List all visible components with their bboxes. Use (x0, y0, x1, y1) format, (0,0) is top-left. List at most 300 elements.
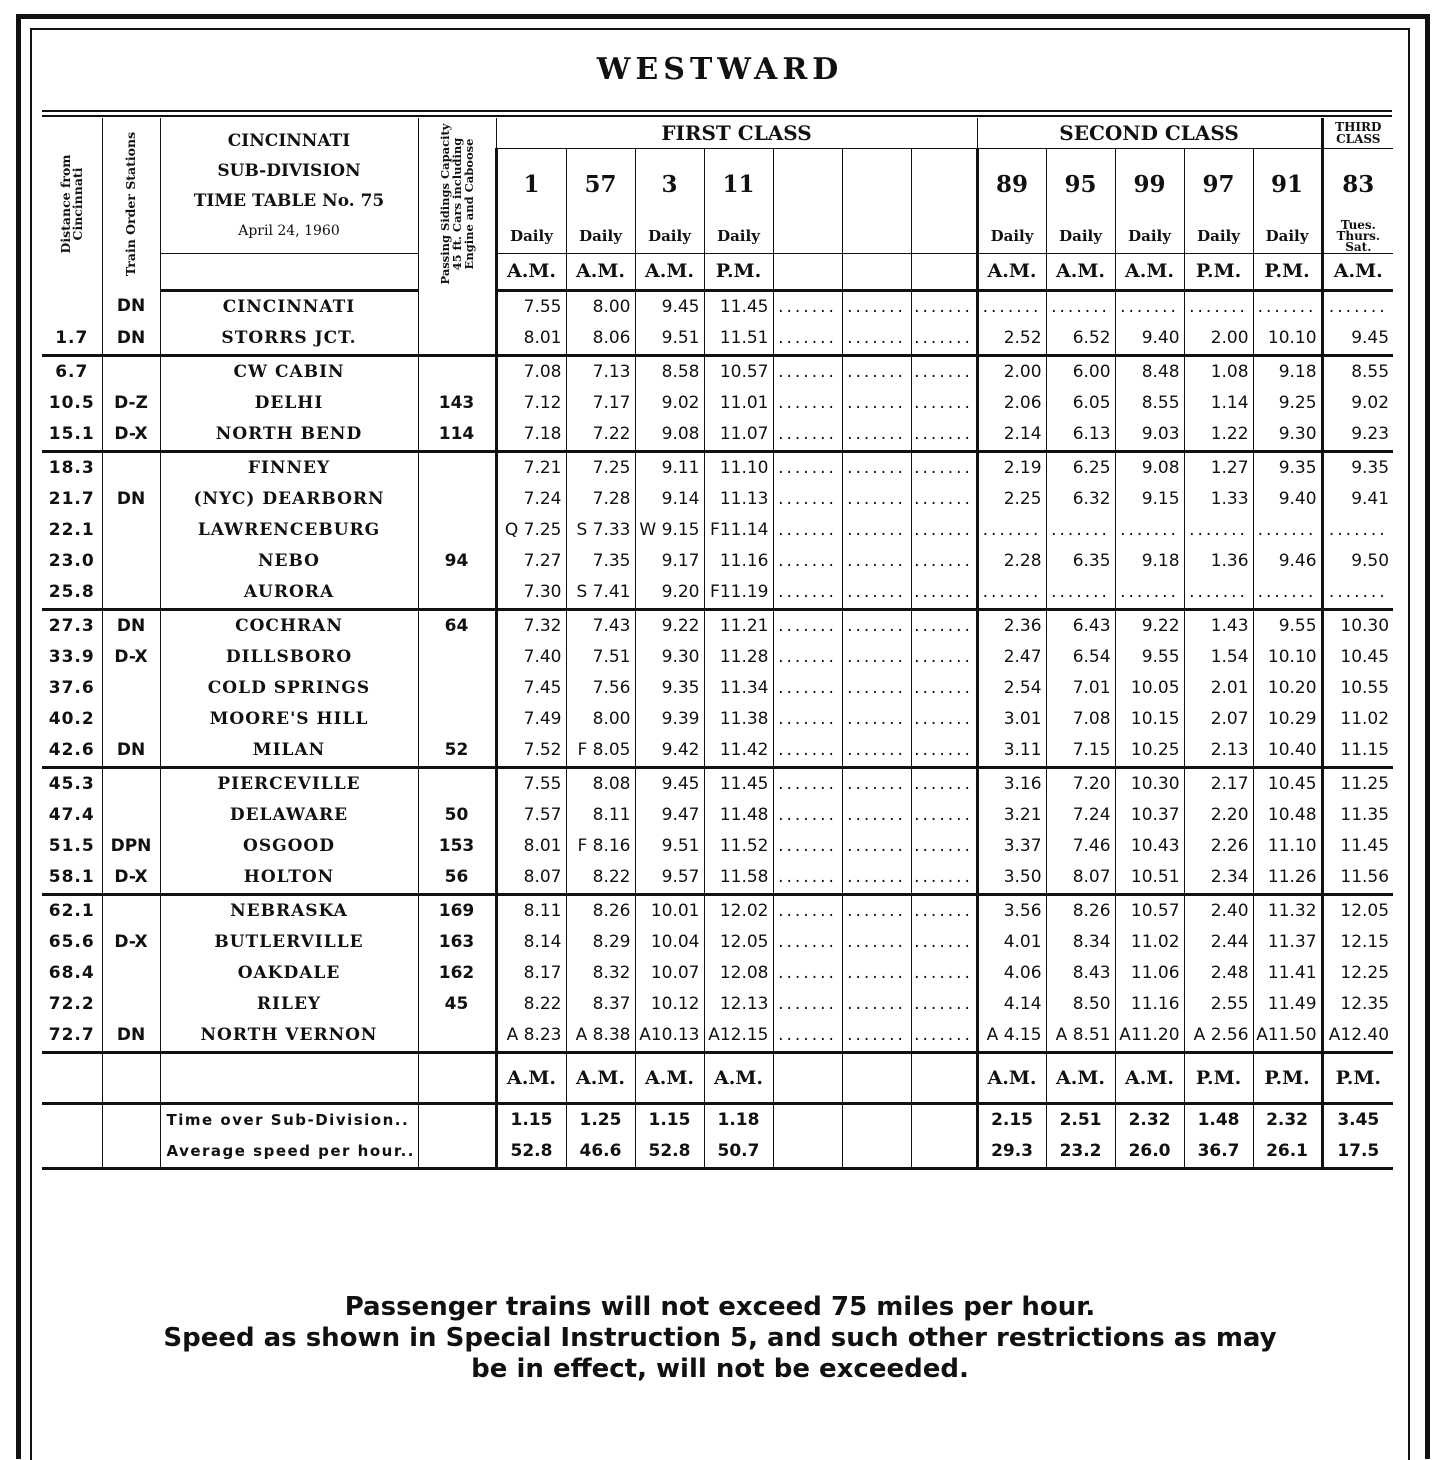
train-frequency: Daily (496, 219, 566, 254)
schedule-time: 10.37 (1115, 800, 1184, 831)
train-number: 99 (1115, 149, 1184, 220)
train-order-code: DN (102, 609, 160, 642)
time-over-subdivision-value: 1.18 (704, 1103, 773, 1136)
average-speed-row (42, 1136, 1393, 1169)
train-order-code (102, 800, 160, 831)
schedule-time: S 7.33 (566, 515, 635, 546)
siding-capacity (418, 290, 496, 323)
schedule-time: 11.32 (1253, 894, 1322, 927)
schedule-time: 2.54 (977, 673, 1046, 704)
station-row (42, 673, 1393, 704)
blank-dots: ....... (773, 894, 842, 927)
station-mileage: 27.3 (42, 609, 102, 642)
train-number (773, 149, 842, 220)
schedule-time: 10.20 (1253, 673, 1322, 704)
blank-dots: ....... (842, 451, 911, 484)
schedule-time: A12.40 (1322, 1020, 1393, 1053)
train-number (842, 149, 911, 220)
schedule-time: 10.30 (1322, 609, 1393, 642)
station-name: RILEY (160, 989, 418, 1020)
schedule-time: 11.07 (704, 419, 773, 452)
arrival-ampm: A.M. (1046, 1052, 1115, 1103)
schedule-time: 11.10 (704, 451, 773, 484)
station-mileage: 25.8 (48, 582, 95, 602)
time-over-subdivision-value (842, 1103, 911, 1136)
schedule-time: F 8.05 (566, 735, 635, 768)
schedule-time: 10.45 (1253, 767, 1322, 800)
blank-dots: ....... (842, 484, 911, 515)
blank-dots: ....... (773, 577, 842, 610)
siding-capacity (418, 673, 496, 704)
schedule-time: 9.25 (1253, 388, 1322, 419)
station-name: AURORA (160, 577, 418, 610)
schedule-time: 8.29 (566, 927, 635, 958)
blank-dots: ....... (1046, 290, 1115, 323)
average-speed-value: 29.3 (977, 1136, 1046, 1169)
schedule-time: 11.37 (1253, 927, 1322, 958)
schedule-time: 11.51 (704, 323, 773, 356)
station-row (42, 642, 1393, 673)
blank-dots: ....... (1115, 290, 1184, 323)
schedule-time: 11.56 (1322, 862, 1393, 895)
schedule-time: 9.23 (1322, 419, 1393, 452)
train-order-code: D-X (102, 927, 160, 958)
schedule-time: 6.43 (1046, 609, 1115, 642)
schedule-time: 8.17 (496, 958, 566, 989)
time-over-subdivision-value (911, 1103, 977, 1136)
schedule-time: 12.08 (704, 958, 773, 989)
time-over-subdivision-value: 2.51 (1046, 1103, 1115, 1136)
arrival-ampm: P.M. (1322, 1052, 1393, 1103)
schedule-time: 9.08 (635, 419, 704, 452)
blank-dots: ....... (773, 642, 842, 673)
blank-dots: ....... (911, 388, 977, 419)
time-over-subdivision-value: 1.25 (566, 1103, 635, 1136)
train-frequency: Daily (1184, 219, 1253, 254)
blank-dots: ....... (842, 290, 911, 323)
station-name: OSGOOD (160, 831, 418, 862)
schedule-time: 11.45 (1322, 831, 1393, 862)
schedule-time: 7.01 (1046, 673, 1115, 704)
siding-capacity (418, 484, 496, 515)
blank-dots: ....... (1115, 515, 1184, 546)
station-row (42, 323, 1393, 356)
blank-dots: ....... (842, 642, 911, 673)
schedule-time: 7.12 (496, 388, 566, 419)
schedule-time: 10.30 (1115, 767, 1184, 800)
schedule-time: 11.16 (704, 546, 773, 577)
blank-dots: ....... (1115, 577, 1184, 610)
arrival-ampm-row (42, 1052, 1393, 1103)
schedule-time: 9.02 (635, 388, 704, 419)
blank-dots: ....... (1184, 577, 1253, 610)
blank-dots: ....... (842, 704, 911, 735)
train-number: 97 (1184, 149, 1253, 220)
blank-dots: ....... (1184, 515, 1253, 546)
schedule-time: 10.43 (1115, 831, 1184, 862)
schedule-time: 10.57 (1115, 894, 1184, 927)
schedule-time: 3.11 (977, 735, 1046, 768)
station-row (42, 546, 1393, 577)
schedule-time: 3.56 (977, 894, 1046, 927)
schedule-time: 10.15 (1115, 704, 1184, 735)
schedule-time: 8.37 (566, 989, 635, 1020)
notice-line-3: be in effect, will not be exceeded. (471, 1354, 969, 1384)
title-rule (42, 110, 1392, 112)
schedule-time: 6.35 (1046, 546, 1115, 577)
station-name: MOORE'S HILL (160, 704, 418, 735)
time-over-subdivision-value: 2.15 (977, 1103, 1046, 1136)
station-mileage: 21.7 (48, 489, 95, 509)
station-mileage: 10.5 (48, 393, 95, 413)
schedule-time: 12.13 (704, 989, 773, 1020)
schedule-time: A 8.38 (566, 1020, 635, 1053)
schedule-time: 11.49 (1253, 989, 1322, 1020)
blank-dots: ....... (911, 419, 977, 452)
schedule-time: A 8.23 (496, 1020, 566, 1053)
schedule-time: 11.38 (704, 704, 773, 735)
average-speed-label: Average speed per hour.. (160, 1136, 418, 1169)
blank-dots: ....... (842, 515, 911, 546)
station-name: DELAWARE (160, 800, 418, 831)
train-order-code: D-X (102, 642, 160, 673)
schedule-time: 3.50 (977, 862, 1046, 895)
station-row (42, 355, 1393, 388)
schedule-time: 8.48 (1115, 355, 1184, 388)
schedule-time: 6.13 (1046, 419, 1115, 452)
blank-dots: ....... (911, 577, 977, 610)
schedule-time: 9.11 (635, 451, 704, 484)
average-speed-value: 26.1 (1253, 1136, 1322, 1169)
blank-dots: ....... (842, 958, 911, 989)
blank-dots: ....... (842, 388, 911, 419)
station-name: COCHRAN (160, 609, 418, 642)
train-number: 11 (704, 149, 773, 220)
schedule-time: 7.17 (566, 388, 635, 419)
schedule-time: 12.02 (704, 894, 773, 927)
schedule-time: 8.00 (566, 290, 635, 323)
train-number: 83 (1322, 149, 1393, 220)
station-name: CINCINNATI (160, 290, 418, 323)
schedule-time: 8.08 (566, 767, 635, 800)
schedule-time: 8.55 (1115, 388, 1184, 419)
notice-line-2: Speed as shown in Special Instruction 5, and such other restrictions as may (163, 1323, 1277, 1353)
train-frequency: Daily (977, 219, 1046, 254)
average-speed-value: 46.6 (566, 1136, 635, 1169)
spacer-cell (42, 1136, 102, 1169)
station-mileage: 33.9 (48, 647, 95, 667)
schedule-time: 9.42 (635, 735, 704, 768)
blank-dots: ....... (842, 419, 911, 452)
schedule-time: 7.55 (496, 290, 566, 323)
blank-dots: ....... (773, 831, 842, 862)
schedule-time: 9.35 (635, 673, 704, 704)
train-order-code: D-Z (102, 388, 160, 419)
train-frequency: Daily (1115, 219, 1184, 254)
siding-capacity: 56 (418, 862, 496, 895)
schedule-time: 7.25 (566, 451, 635, 484)
schedule-time: 4.14 (977, 989, 1046, 1020)
schedule-time: 9.18 (1253, 355, 1322, 388)
blank-dots: ....... (773, 515, 842, 546)
schedule-time: 9.57 (635, 862, 704, 895)
schedule-time: 6.25 (1046, 451, 1115, 484)
blank-dots: ....... (773, 323, 842, 356)
schedule-time: 8.22 (566, 862, 635, 895)
schedule-time: 9.18 (1115, 546, 1184, 577)
schedule-time: 2.52 (977, 323, 1046, 356)
time-over-subdivision-value (773, 1103, 842, 1136)
arrival-ampm (842, 1052, 911, 1103)
station-row (42, 419, 1393, 452)
schedule-time: 10.04 (635, 927, 704, 958)
schedule-time: 11.13 (704, 484, 773, 515)
schedule-time: 10.48 (1253, 800, 1322, 831)
station-name: DILLSBORO (160, 642, 418, 673)
subdivision-header: CINCINNATI SUB-DIVISION TIME TABLE No. 75 April 24, 1960 (160, 118, 418, 254)
schedule-time: 2.25 (977, 484, 1046, 515)
blank-dots: ....... (977, 577, 1046, 610)
schedule-time: 10.45 (1322, 642, 1393, 673)
station-row (42, 1020, 1393, 1053)
schedule-time: 10.12 (635, 989, 704, 1020)
schedule-time: 9.39 (635, 704, 704, 735)
schedule-time: 10.05 (1115, 673, 1184, 704)
train-order-code: DN (102, 735, 160, 768)
schedule-time: 8.00 (566, 704, 635, 735)
train-frequency: Daily (704, 219, 773, 254)
station-mileage: 15.1 (48, 424, 95, 444)
time-over-subdivision-row (42, 1103, 1393, 1136)
schedule-time: 10.25 (1115, 735, 1184, 768)
schedule-time: 2.26 (1184, 831, 1253, 862)
schedule-time: 7.24 (1046, 800, 1115, 831)
schedule-time: 2.13 (1184, 735, 1253, 768)
station-mileage: 68.4 (48, 963, 95, 983)
blank-dots: ....... (911, 927, 977, 958)
schedule-time: 7.08 (1046, 704, 1115, 735)
station-row (42, 451, 1393, 484)
blank-dots: ....... (1184, 290, 1253, 323)
blank-dots: ....... (773, 800, 842, 831)
blank-dots: ....... (842, 577, 911, 610)
schedule-time: 2.34 (1184, 862, 1253, 895)
first-class-header: FIRST CLASS (496, 118, 977, 149)
timetable (42, 118, 1393, 1170)
schedule-time: 9.30 (635, 642, 704, 673)
average-speed-value: 17.5 (1322, 1136, 1393, 1169)
train-ampm: A.M. (1046, 254, 1115, 290)
blank-dots: ....... (773, 927, 842, 958)
schedule-time: 7.46 (1046, 831, 1115, 862)
siding-capacity (418, 642, 496, 673)
schedule-time: 6.32 (1046, 484, 1115, 515)
schedule-time: 9.22 (635, 609, 704, 642)
schedule-time: 2.47 (977, 642, 1046, 673)
schedule-time: 4.01 (977, 927, 1046, 958)
schedule-time: 2.28 (977, 546, 1046, 577)
schedule-time: 11.01 (704, 388, 773, 419)
schedule-time: 11.02 (1115, 927, 1184, 958)
schedule-time: 8.01 (496, 323, 566, 356)
siding-capacity: 163 (418, 927, 496, 958)
average-speed-value: 52.8 (496, 1136, 566, 1169)
schedule-time: S 7.41 (566, 577, 635, 610)
blank-dots: ....... (1253, 515, 1322, 546)
schedule-time: 7.45 (496, 673, 566, 704)
station-mileage: 72.7 (48, 1025, 95, 1045)
schedule-time: 9.51 (635, 831, 704, 862)
time-over-subdivision-value: 1.15 (635, 1103, 704, 1136)
schedule-time: 11.42 (704, 735, 773, 768)
average-speed-value: 52.8 (635, 1136, 704, 1169)
schedule-time: 7.24 (496, 484, 566, 515)
schedule-time: F 8.16 (566, 831, 635, 862)
blank-dots: ....... (842, 673, 911, 704)
schedule-time: 7.13 (566, 355, 635, 388)
schedule-time: 6.52 (1046, 323, 1115, 356)
train-order-code (102, 673, 160, 704)
schedule-time: 2.55 (1184, 989, 1253, 1020)
blank-dots: ....... (911, 704, 977, 735)
schedule-time: 8.07 (1046, 862, 1115, 895)
station-mileage: 62.1 (42, 894, 102, 927)
blank-dots: ....... (911, 642, 977, 673)
siding-capacity: 45 (418, 989, 496, 1020)
train-order-code (102, 451, 160, 484)
station-row (42, 484, 1393, 515)
station-mileage: 58.1 (48, 867, 95, 887)
schedule-time: 8.26 (1046, 894, 1115, 927)
schedule-time: 1.54 (1184, 642, 1253, 673)
schedule-time: 7.57 (496, 800, 566, 831)
arrival-ampm: A.M. (977, 1052, 1046, 1103)
blank-dots: ....... (773, 767, 842, 800)
schedule-time: 7.27 (496, 546, 566, 577)
blank-dots: ....... (977, 515, 1046, 546)
blank-dots: ....... (842, 546, 911, 577)
blank-dots: ....... (842, 609, 911, 642)
siding-capacity (418, 767, 496, 800)
blank-dots: ....... (842, 989, 911, 1020)
average-speed-value: 23.2 (1046, 1136, 1115, 1169)
schedule-time: 7.15 (1046, 735, 1115, 768)
schedule-time: 2.00 (977, 355, 1046, 388)
train-order-code: D-X (102, 419, 160, 452)
schedule-time: 11.52 (704, 831, 773, 862)
train-frequency: Tues. Thurs. Sat. (1322, 219, 1393, 254)
siding-capacity (418, 1020, 496, 1053)
station-name: MILAN (160, 735, 418, 768)
spacer-cell (42, 1103, 102, 1136)
blank-dots: ....... (911, 894, 977, 927)
blank-dots: ....... (1253, 290, 1322, 323)
blank-dots: ....... (773, 735, 842, 768)
schedule-time: 10.01 (635, 894, 704, 927)
title-rule-2 (42, 115, 1392, 117)
spacer-cell (418, 1103, 496, 1136)
train-ampm (773, 254, 842, 290)
time-over-subdivision-label: Time over Sub-Division.. (160, 1103, 418, 1136)
station-mileage: 22.1 (48, 520, 95, 540)
schedule-time: 10.10 (1253, 323, 1322, 356)
blank-dots: ....... (911, 989, 977, 1020)
schedule-time: 9.22 (1115, 609, 1184, 642)
train-order-code (102, 546, 160, 577)
siding-capacity: 143 (418, 388, 496, 419)
station-name: HOLTON (160, 862, 418, 895)
blank-dots: ....... (842, 323, 911, 356)
schedule-time: 11.28 (704, 642, 773, 673)
blank-dots: ....... (911, 767, 977, 800)
station-name: COLD SPRINGS (160, 673, 418, 704)
schedule-time: A11.50 (1253, 1020, 1322, 1053)
blank-dots: ....... (842, 767, 911, 800)
station-row (42, 800, 1393, 831)
schedule-time: 9.46 (1253, 546, 1322, 577)
train-ampm: A.M. (977, 254, 1046, 290)
station-name: STORRS JCT. (160, 323, 418, 356)
blank-dots: ....... (911, 323, 977, 356)
siding-capacity (418, 323, 496, 356)
schedule-time: 7.51 (566, 642, 635, 673)
siding-capacity: 114 (418, 419, 496, 452)
station-name: NORTH BEND (160, 419, 418, 452)
schedule-time: 9.51 (635, 323, 704, 356)
station-row (42, 894, 1393, 927)
schedule-time: 11.58 (704, 862, 773, 895)
train-order-header: Train Order Stations (102, 118, 160, 290)
schedule-time: 7.35 (566, 546, 635, 577)
blank-dots: ....... (911, 484, 977, 515)
schedule-time: 7.40 (496, 642, 566, 673)
schedule-time: 7.20 (1046, 767, 1115, 800)
blank-dots: ....... (911, 862, 977, 895)
schedule-time: 7.32 (496, 609, 566, 642)
schedule-time: 11.45 (704, 767, 773, 800)
schedule-time: 9.40 (1253, 484, 1322, 515)
schedule-time: A 2.56 (1184, 1020, 1253, 1053)
schedule-time: 8.14 (496, 927, 566, 958)
schedule-time: 7.21 (496, 451, 566, 484)
time-over-subdivision-value: 2.32 (1115, 1103, 1184, 1136)
train-ampm (911, 254, 977, 290)
siding-capacity: 153 (418, 831, 496, 862)
station-row (42, 577, 1393, 610)
train-number: 89 (977, 149, 1046, 220)
time-over-subdivision-value: 1.15 (496, 1103, 566, 1136)
schedule-time: 3.16 (977, 767, 1046, 800)
schedule-time: 9.02 (1322, 388, 1393, 419)
station-name: CW CABIN (160, 355, 418, 388)
schedule-time: 1.08 (1184, 355, 1253, 388)
schedule-time: 11.16 (1115, 989, 1184, 1020)
station-row (42, 388, 1393, 419)
station-mileage: 72.2 (48, 994, 95, 1014)
blank-dots: ....... (911, 673, 977, 704)
blank-dots: ....... (773, 419, 842, 452)
schedule-time: 2.01 (1184, 673, 1253, 704)
schedule-time: 3.21 (977, 800, 1046, 831)
schedule-time: 6.54 (1046, 642, 1115, 673)
train-ampm: A.M. (1115, 254, 1184, 290)
schedule-time: 12.05 (704, 927, 773, 958)
schedule-time: Q 7.25 (496, 515, 566, 546)
blank-dots: ....... (911, 515, 977, 546)
schedule-time: 8.22 (496, 989, 566, 1020)
schedule-time: A10.13 (635, 1020, 704, 1053)
schedule-time: 12.05 (1322, 894, 1393, 927)
